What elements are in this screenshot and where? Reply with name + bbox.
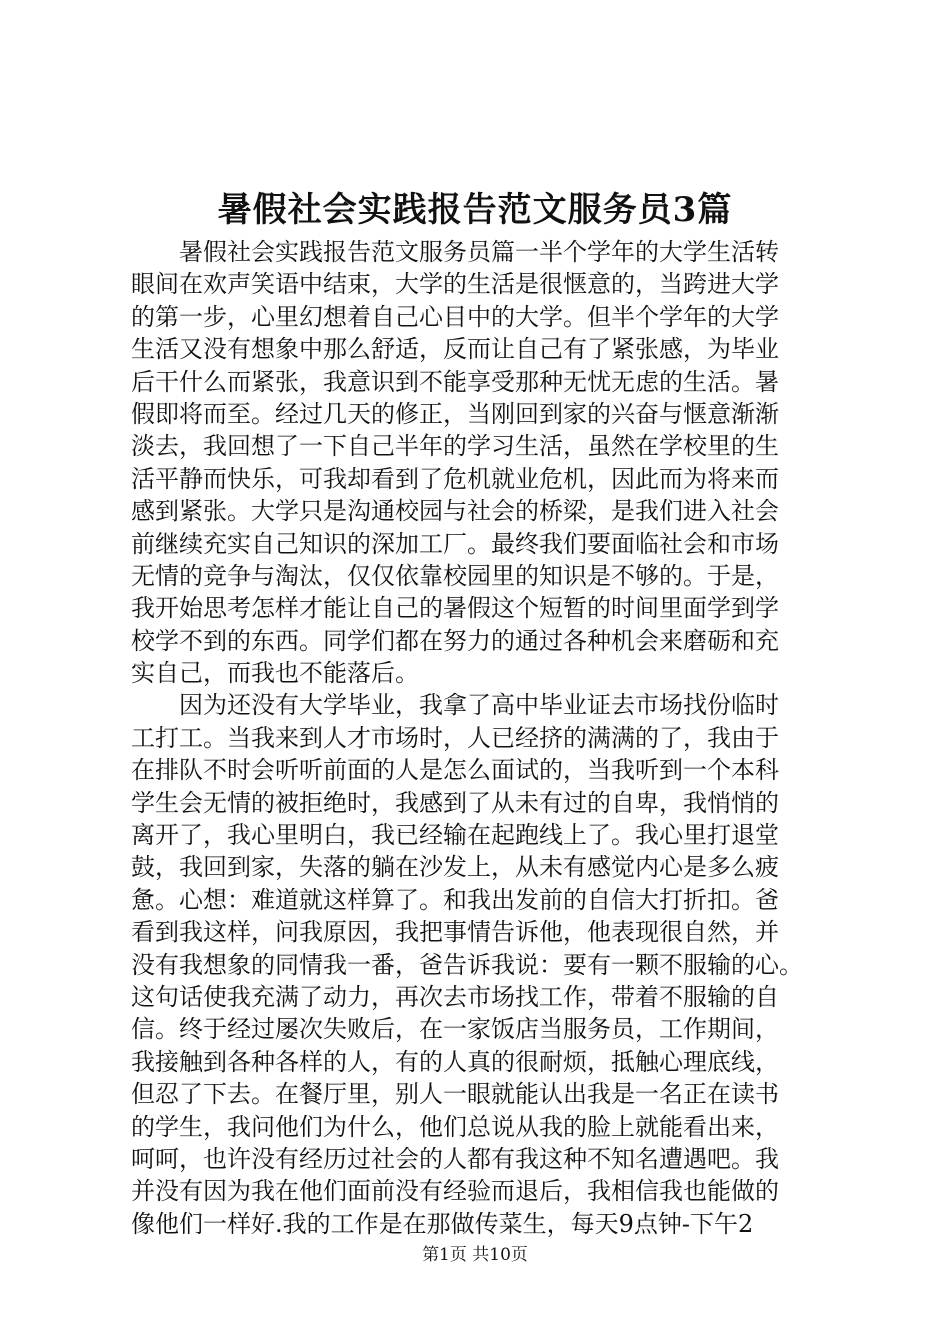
page-number-footer: 第1页 共10页 [422,1245,528,1265]
text-line: 生活又没有想象中那么舒适，反而让自己有了紧张感，为毕业 [131,335,779,364]
text-line: 我开始思考怎样才能让自己的暑假这个短暂的时间里面学到学 [131,594,779,623]
text-line: 惫。心想：难道就这样算了。和我出发前的自信大打折扣。爸 [131,885,779,914]
document-title: 暑假社会实践报告范文服务员3篇 [217,190,733,230]
text-line: 因为还没有大学毕业，我拿了高中毕业证去市场找份临时 [131,691,779,720]
document-body [131,236,831,1240]
text-line: 无情的竞争与淘汰，仅仅依靠校园里的知识是不够的。于是， [131,561,779,590]
text-line: 信。终于经过屡次失败后，在一家饭店当服务员，工作期间， [131,1015,779,1044]
text-line: 工打工。当我来到人才市场时，人已经挤的满满的了，我由于 [131,723,779,752]
text-line: 淡去，我回想了一下自己半年的学习生活，虽然在学校里的生 [131,432,779,461]
text-line: 这句话使我充满了动力，再次去市场找工作，带着不服输的自 [131,982,779,1011]
text-line: 在排队不时会听听前面的人是怎么面试的，当我听到一个本科 [131,756,779,785]
text-line: 并没有因为我在他们面前没有经验而退后，我相信我也能做的 [131,1177,779,1206]
text-line: 暑假社会实践报告范文服务员篇一半个学年的大学生活转 [131,238,779,266]
text-line: 实自己，而我也不能落后。 [131,659,419,688]
text-line: 鼓，我回到家，失落的躺在沙发上，从未有感觉内心是多么疲 [131,853,779,882]
text-line: 没有我想象的同情我一番，爸告诉我说：要有一颗不服输的心。 [131,950,803,979]
text-line: 的学生，我问他们为什么，他们总说从我的脸上就能看出来， [131,1112,779,1141]
text-line: 但忍了下去。在餐厅里，别人一眼就能认出我是一名正在读书 [131,1080,779,1109]
text-line: 的第一步，心里幻想着自己心目中的大学。但半个学年的大学 [131,302,779,331]
text-line: 前继续充实自己知识的深加工厂。最终我们要面临社会和市场 [131,529,779,558]
text-line: 看到我这样，问我原因，我把事情告诉他，他表现很自然，并 [131,918,779,947]
text-line: 我接触到各种各样的人，有的人真的很耐烦，抵触心理底线， [131,1047,779,1076]
text-line: 离开了，我心里明白，我已经输在起跑线上了。我心里打退堂 [131,821,779,850]
text-line: 感到紧张。大学只是沟通校园与社会的桥梁，是我们进入社会 [131,497,779,526]
text-line: 呵呵，也许没有经历过社会的人都有我这种不知名遭遇吧。我 [131,1144,779,1173]
text-line: 像他们一样好.我的工作是在那做传菜生，每天9点钟-下午2 [131,1209,754,1238]
text-line: 假即将而至。经过几天的修正，当刚回到家的兴奋与惬意渐渐 [131,399,779,428]
text-line: 学生会无情的被拒绝时，我感到了从未有过的自卑，我悄悄的 [131,788,779,817]
text-line: 眼间在欢声笑语中结束，大学的生活是很惬意的，当跨进大学 [131,270,779,299]
text-line: 活平静而快乐，可我却看到了危机就业危机，因此而为将来而 [131,464,779,493]
text-line: 后干什么而紧张，我意识到不能享受那种无忧无虑的生活。暑 [131,367,779,396]
text-line: 校学不到的东西。同学们都在努力的通过各种机会来磨砺和充 [131,626,779,655]
